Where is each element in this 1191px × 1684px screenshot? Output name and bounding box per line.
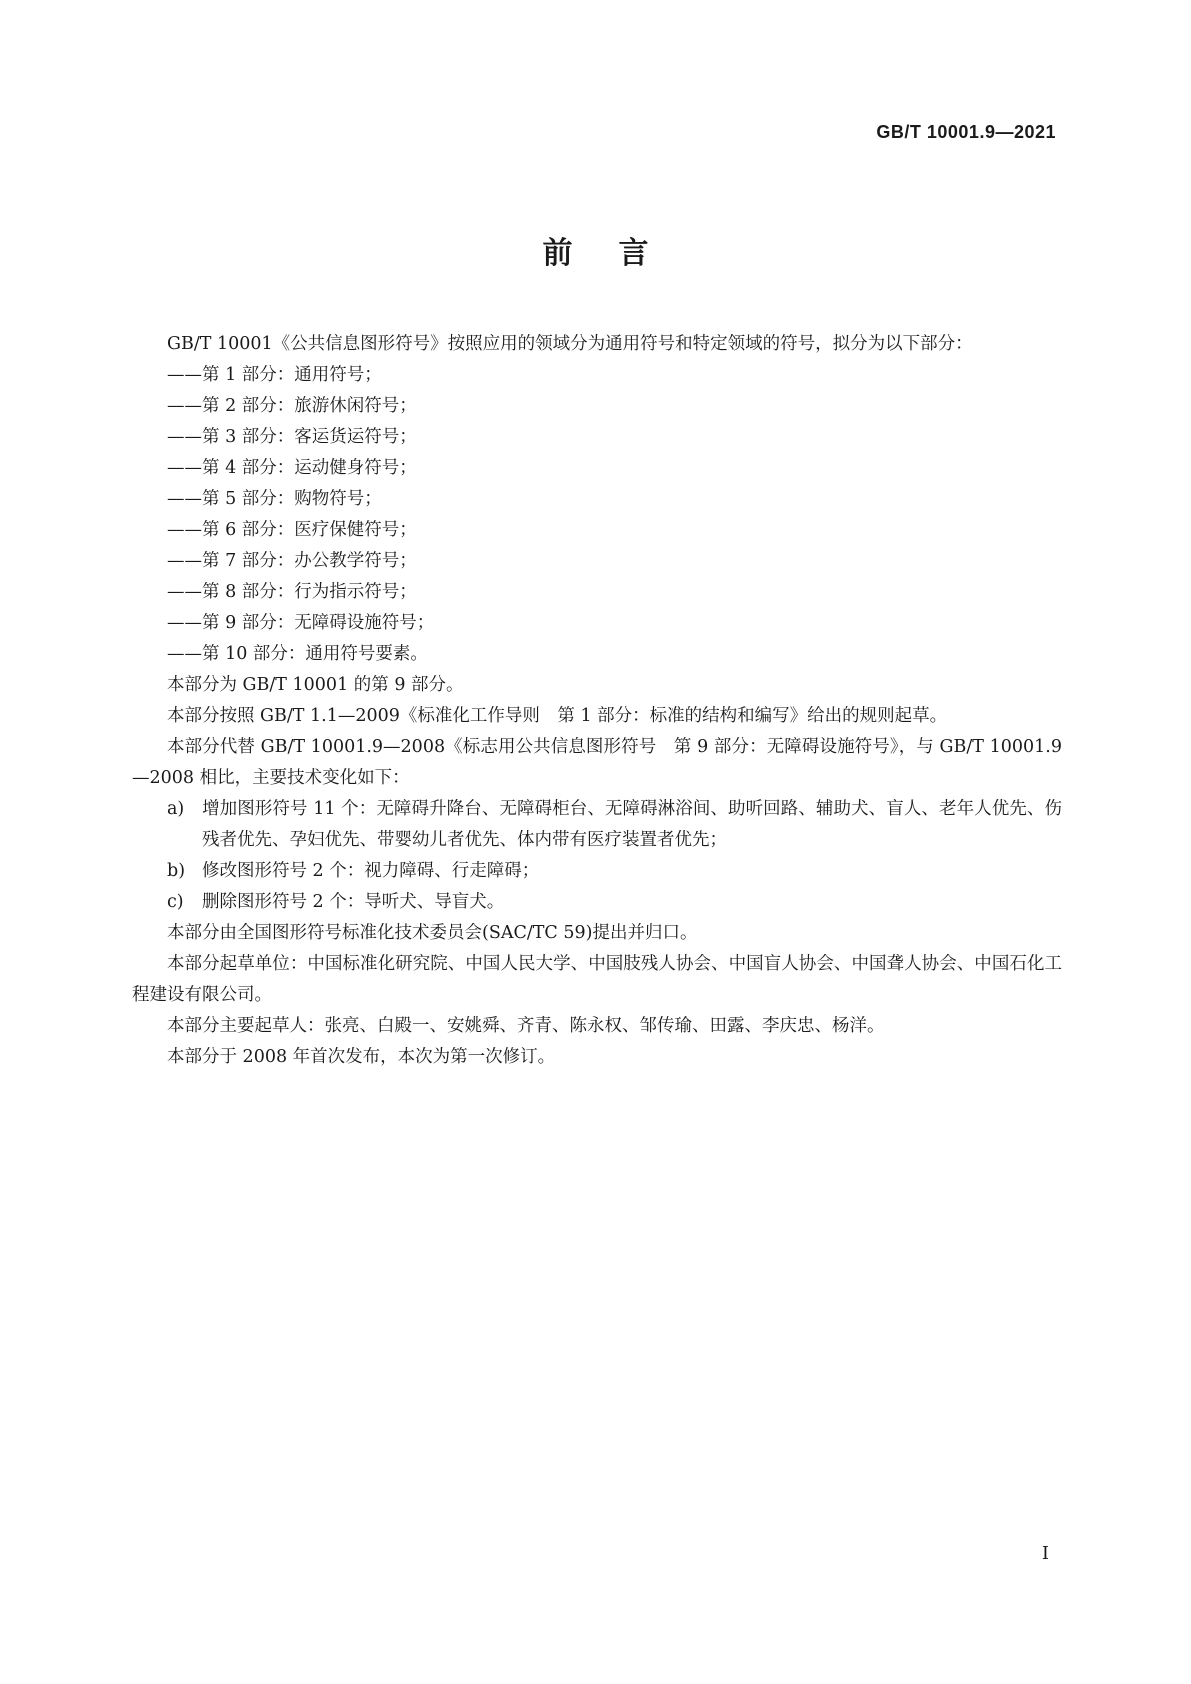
standard-code: GB/T 10001.9—2021 xyxy=(876,122,1056,142)
proposed-by-paragraph: 本部分由全国图形符号标准化技术委员会(SAC/TC 59)提出并归口。 xyxy=(167,923,698,943)
page-number: I xyxy=(1041,1543,1049,1564)
list-item-text: 增加图形符号 11 个：无障碍升降台、无障碍柜台、无障碍淋浴间、助听回路、辅助犬、盲人、老年人优先、伤残者优先、孕妇优先、带婴幼儿者优先、体内带有医疗装置者优先； xyxy=(202,799,1062,850)
list-item: ——第 8 部分：行为指示符号； xyxy=(167,582,417,602)
history-paragraph: 本部分于 2008 年首次发布，本次为第一次修订。 xyxy=(167,1047,556,1067)
list-item-text: 修改图形符号 2 个：视力障碍、行走障碍； xyxy=(202,861,540,881)
list-marker: b) xyxy=(167,861,186,881)
list-item: ——第 1 部分：通用符号； xyxy=(167,365,382,385)
list-item xyxy=(132,794,1062,856)
drafting-rules-paragraph: 本部分按照 GB/T 1.1—2009《标准化工作导则 第 1 部分：标准的结构和编写》给出的规则起草。 xyxy=(167,706,948,726)
list-item: ——第 2 部分：旅游休闲符号； xyxy=(167,396,417,416)
parts-list xyxy=(132,360,1062,670)
list-marker: a) xyxy=(167,799,185,819)
drafters-paragraph: 本部分主要起草人：张亮、白殿一、安姚舜、齐青、陈永权、邹传瑜、田露、李庆忠、杨洋。 xyxy=(167,1016,885,1036)
list-item: ——第 10 部分：通用符号要素。 xyxy=(167,644,428,664)
list-item: ——第 4 部分：运动健身符号； xyxy=(167,458,417,478)
list-item: ——第 9 部分：无障碍设施符号； xyxy=(167,613,435,633)
list-item xyxy=(132,887,1062,918)
part-of-paragraph: 本部分为 GB/T 10001 的第 9 部分。 xyxy=(167,675,464,695)
foreword-body xyxy=(132,329,1062,1073)
list-marker: c) xyxy=(167,892,184,912)
list-item: ——第 7 部分：办公教学符号； xyxy=(167,551,417,571)
changes-list xyxy=(132,794,1062,918)
list-item: ——第 5 部分：购物符号； xyxy=(167,489,382,509)
list-item xyxy=(132,856,1062,887)
replaces-paragraph: 本部分代替 GB/T 10001.9—2008《标志用公共信息图形符号 第 9 部分：无障碍设施符号》，与 GB/T 10001.9—2008 相比，主要技术变化如下： xyxy=(132,737,1062,788)
list-item: ——第 6 部分：医疗保健符号； xyxy=(167,520,417,540)
list-item-text: 删除图形符号 2 个：导听犬、导盲犬。 xyxy=(202,892,505,912)
page-title: 前言 xyxy=(542,236,695,271)
intro-paragraph: GB/T 10001《公共信息图形符号》按照应用的领域分为通用符号和特定领域的符号，拟分为以下部分： xyxy=(167,334,973,354)
drafting-units-paragraph: 本部分起草单位：中国标准化研究院、中国人民大学、中国肢残人协会、中国盲人协会、中国聋人协会、中国石化工程建设有限公司。 xyxy=(132,954,1062,1005)
list-item: ——第 3 部分：客运货运符号； xyxy=(167,427,417,447)
